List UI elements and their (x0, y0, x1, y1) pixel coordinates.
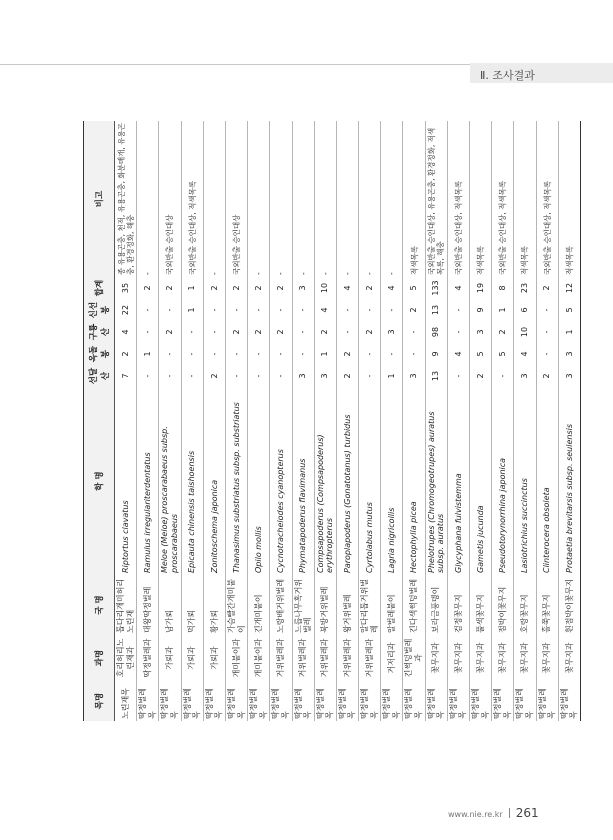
rotated-table-container (83, 121, 579, 721)
cell-site-2: - (381, 343, 403, 365)
cell-note: - (292, 121, 314, 277)
cell-note: 적색목록 (470, 121, 492, 277)
cell-site-3: 2 (314, 321, 336, 343)
table-header-row (84, 121, 115, 721)
cell-scientific-name: Protaetia brevitarsis subsp. seulensis (558, 387, 580, 575)
cell-family: 꽃무지과 (558, 635, 580, 681)
cell-site-4: - (270, 299, 292, 321)
cell-total: 5 (403, 277, 425, 299)
cell-scientific-name: Gametis jucunda (470, 387, 492, 575)
table-row (403, 121, 425, 721)
cell-site-1: 2 (336, 365, 358, 387)
col-note: 비고 (84, 121, 115, 277)
cell-site-4: - (381, 299, 403, 321)
cell-site-2: - (270, 343, 292, 365)
cell-korean-name: 알다리톱거위벌레 (359, 575, 381, 635)
footer-divider (509, 808, 510, 818)
col-site-3: 구룡산 (84, 321, 115, 343)
cell-total: 2 (536, 277, 558, 299)
cell-site-2: - (248, 343, 270, 365)
cell-site-1: - (225, 365, 247, 387)
cell-order: 딱정벌레목 (270, 681, 292, 721)
cell-total: 4 (447, 277, 469, 299)
cell-family: 긴썩덩벌레과 (403, 635, 425, 681)
cell-total: 10 (314, 277, 336, 299)
cell-scientific-name: Hectophylla picea (403, 387, 425, 575)
cell-family: 개미붙이과 (225, 635, 247, 681)
cell-site-2: - (203, 343, 225, 365)
cell-site-4: 4 (314, 299, 336, 321)
table-row (470, 121, 492, 721)
cell-family: 개미붙이과 (248, 635, 270, 681)
cell-site-1: 2 (536, 365, 558, 387)
cell-family: 거위벌레과 (359, 635, 381, 681)
cell-korean-name: 흰점박이꽃무지 (558, 575, 580, 635)
cell-site-3: 1 (558, 321, 580, 343)
cell-site-1: 13 (425, 365, 447, 387)
cell-site-3: - (181, 321, 203, 343)
table-row (536, 121, 558, 721)
cell-korean-name: 홀쭉꽃무지 (536, 575, 558, 635)
cell-site-3: - (447, 321, 469, 343)
cell-site-2: - (292, 343, 314, 365)
cell-note: - (137, 121, 159, 277)
cell-site-2: 9 (425, 343, 447, 365)
cell-total: 23 (514, 277, 536, 299)
cell-site-4: - (248, 299, 270, 321)
cell-site-4: - (359, 299, 381, 321)
cell-order: 딱정벌레목 (470, 681, 492, 721)
cell-site-3: - (403, 321, 425, 343)
cell-site-4: - (159, 299, 181, 321)
cell-site-2: - (536, 343, 558, 365)
col-korean-name: 국 명 (84, 575, 115, 635)
cell-total: 4 (336, 277, 358, 299)
cell-korean-name: 알벌레붙이 (381, 575, 403, 635)
cell-korean-name: 먹가뢰 (181, 575, 203, 635)
cell-order: 딱정벌레목 (225, 681, 247, 721)
cell-korean-name: 보라금풍뎅이 (425, 575, 447, 635)
cell-note: - (248, 121, 270, 277)
cell-korean-name: 톱다리개미허리노린재 (115, 575, 137, 635)
table-row (359, 121, 381, 721)
cell-site-4: 13 (425, 299, 447, 321)
cell-order: 딱정벌레목 (314, 681, 336, 721)
cell-korean-name: 노랑배거위벌레 (270, 575, 292, 635)
cell-total: 2 (159, 277, 181, 299)
cell-total: 2 (225, 277, 247, 299)
cell-site-3: - (292, 321, 314, 343)
cell-site-2: 3 (558, 343, 580, 365)
cell-note: 국외반출 승인대상, 적색목록 (492, 121, 514, 277)
cell-note: - (203, 121, 225, 277)
cell-scientific-name: Cycnotrachelodes cyanopterus (270, 387, 292, 575)
cell-site-4: - (225, 299, 247, 321)
cell-total: 2 (137, 277, 159, 299)
cell-korean-name: 긴개미붙이 (248, 575, 270, 635)
cell-site-3: 3 (470, 321, 492, 343)
cell-site-1: - (181, 365, 203, 387)
cell-family: 꽃무지과 (536, 635, 558, 681)
cell-note: 국외반출 승인대상, 적색목록 (536, 121, 558, 277)
cell-korean-name: 북방거위벌레 (314, 575, 336, 635)
cell-total: 4 (381, 277, 403, 299)
cell-note: 적색목록 (514, 121, 536, 277)
cell-family: 거저리과 (381, 635, 403, 681)
cell-site-1: - (359, 365, 381, 387)
cell-site-4: 1 (492, 299, 514, 321)
cell-korean-name: 점박이꽃무지 (492, 575, 514, 635)
cell-site-2: - (181, 343, 203, 365)
cell-site-3: - (137, 321, 159, 343)
cell-site-3: - (336, 321, 358, 343)
cell-site-3: 2 (248, 321, 270, 343)
cell-total: 2 (270, 277, 292, 299)
cell-family: 가뢰과 (203, 635, 225, 681)
cell-scientific-name: Riptortus clavatus (115, 387, 137, 575)
cell-note: 국외반출 승인대상, 적색목록 (181, 121, 203, 277)
cell-total: 12 (558, 277, 580, 299)
cell-scientific-name: Lasiotrichius succinctus (514, 387, 536, 575)
cell-korean-name: 풀색꽃무지 (470, 575, 492, 635)
cell-order: 딱정벌레목 (514, 681, 536, 721)
col-order: 목명 (84, 681, 115, 721)
cell-note: - (381, 121, 403, 277)
cell-family: 호리허리노린재과 (115, 635, 137, 681)
table-row (425, 121, 447, 721)
cell-korean-name: 호랑꽃무지 (514, 575, 536, 635)
cell-family: 거위벌레과 (314, 635, 336, 681)
cell-site-4: - (447, 299, 469, 321)
cell-order: 딱정벌레목 (137, 681, 159, 721)
cell-scientific-name: Phymatapoderus flavimanus (292, 387, 314, 575)
cell-site-1: 1 (381, 365, 403, 387)
cell-site-2: 4 (447, 343, 469, 365)
cell-family: 거위벌레과 (336, 635, 358, 681)
cell-site-3: 2 (159, 321, 181, 343)
cell-order: 딱정벌레목 (381, 681, 403, 721)
footer-site: www.nie.re.kr (448, 810, 503, 819)
cell-site-2: 5 (492, 343, 514, 365)
cell-site-4: 1 (181, 299, 203, 321)
cell-order: 딱정벌레목 (492, 681, 514, 721)
cell-note: - (336, 121, 358, 277)
cell-site-1: 3 (292, 365, 314, 387)
cell-site-1: 7 (115, 365, 137, 387)
cell-site-1: 3 (314, 365, 336, 387)
cell-total: 19 (470, 277, 492, 299)
col-site-1: 선달산 (84, 365, 115, 387)
species-table (83, 121, 581, 721)
col-site-2: 옥돌봉 (84, 343, 115, 365)
cell-family: 꽃무지과 (492, 635, 514, 681)
cell-note: 국외반출 승인대상, 적색목록 (447, 121, 469, 277)
cell-total: 1 (181, 277, 203, 299)
col-total: 합계 (84, 277, 115, 299)
cell-site-1: - (447, 365, 469, 387)
cell-family: 거위벌레과 (270, 635, 292, 681)
table-row (514, 121, 536, 721)
cell-order: 딱정벌레목 (248, 681, 270, 721)
cell-scientific-name: Meloe (Meloe) proscarabaeus subsp. proscarabaeus (159, 387, 181, 575)
cell-order: 딱정벌레목 (536, 681, 558, 721)
cell-total: 8 (492, 277, 514, 299)
cell-korean-name: 가슴빨간개미붙이 (225, 575, 247, 635)
cell-site-4: 5 (558, 299, 580, 321)
table-row (314, 121, 336, 721)
cell-order: 딱정벌레목 (359, 681, 381, 721)
page-footer (448, 806, 598, 820)
cell-site-4: 2 (403, 299, 425, 321)
cell-site-1: - (159, 365, 181, 387)
cell-korean-name: 검정꽃무지 (447, 575, 469, 635)
cell-scientific-name: Opilo mollis (248, 387, 270, 575)
table-row (558, 121, 580, 721)
cell-site-4: 22 (115, 299, 137, 321)
cell-family: 가뢰과 (159, 635, 181, 681)
cell-korean-name: 남가뢰 (159, 575, 181, 635)
cell-site-4: - (292, 299, 314, 321)
cell-note: - (359, 121, 381, 277)
cell-site-1: 3 (403, 365, 425, 387)
cell-total: 2 (203, 277, 225, 299)
cell-site-2: 5 (470, 343, 492, 365)
cell-korean-name: 황가뢰 (203, 575, 225, 635)
cell-site-2: 2 (115, 343, 137, 365)
cell-site-4: 6 (514, 299, 536, 321)
cell-site-4: - (336, 299, 358, 321)
cell-site-4: - (203, 299, 225, 321)
cell-order: 딱정벌레목 (336, 681, 358, 721)
cell-site-2: 1 (314, 343, 336, 365)
cell-site-2: - (403, 343, 425, 365)
cell-scientific-name: Compsapoderus (Compsapoderus) erythropterus (314, 387, 336, 575)
table-row (381, 121, 403, 721)
cell-family: 거위벌레과 (292, 635, 314, 681)
cell-site-4: 9 (470, 299, 492, 321)
table-body (115, 121, 581, 721)
cell-order: 딱정벌레목 (403, 681, 425, 721)
cell-site-2: - (359, 343, 381, 365)
cell-order: 노린재목 (115, 681, 137, 721)
cell-site-4: - (536, 299, 558, 321)
cell-site-2: - (225, 343, 247, 365)
cell-scientific-name: Glycyphana fulvistemma (447, 387, 469, 575)
cell-korean-name: 대왕딱정벌레 (137, 575, 159, 635)
cell-site-3: - (203, 321, 225, 343)
cell-scientific-name: Zonitoschema japonica (203, 387, 225, 575)
cell-scientific-name: Ramulus irregulariterdentatus (137, 387, 159, 575)
cell-scientific-name: Clinterocera obsoleta (536, 387, 558, 575)
cell-site-3: 2 (492, 321, 514, 343)
cell-site-3: - (536, 321, 558, 343)
cell-order: 딱정벌레목 (203, 681, 225, 721)
cell-note: 적색목록 (403, 121, 425, 277)
cell-total: 2 (359, 277, 381, 299)
cell-note: 적색목록 (558, 121, 580, 277)
col-site-4: 신선봉 (84, 299, 115, 321)
cell-site-1: 3 (558, 365, 580, 387)
cell-site-1: - (270, 365, 292, 387)
cell-site-3: 2 (359, 321, 381, 343)
cell-site-4: - (137, 299, 159, 321)
table-row (270, 121, 292, 721)
cell-site-1: 3 (514, 365, 536, 387)
cell-site-1: 2 (470, 365, 492, 387)
cell-site-1: - (248, 365, 270, 387)
cell-note: 국외반출 승인대상 (225, 121, 247, 277)
cell-site-3: 2 (225, 321, 247, 343)
cell-site-2: 2 (336, 343, 358, 365)
cell-scientific-name: Phelotrupes (Chromogeotrupes) auratus subsp. auratus (425, 387, 447, 575)
cell-note: 국외반출 승인대상 (159, 121, 181, 277)
cell-site-1: - (492, 365, 514, 387)
cell-site-1: 2 (203, 365, 225, 387)
cell-scientific-name: Paroplapoderus (Gonatotanus) turbidus (336, 387, 358, 575)
cell-order: 딱정벌레목 (159, 681, 181, 721)
table-row (336, 121, 358, 721)
cell-order: 딱정벌레목 (425, 681, 447, 721)
col-scientific-name: 학 명 (84, 387, 115, 575)
cell-order: 딱정벌레목 (447, 681, 469, 721)
cell-korean-name: 왕거위벌레 (336, 575, 358, 635)
cell-note: 종 유용곤충, 천적, 유용곤충, 화분매개, 유용곤충, 환경정화, 해충 (115, 121, 137, 277)
cell-family: 꽃무지과 (425, 635, 447, 681)
col-family: 과명 (84, 635, 115, 681)
cell-note: - (270, 121, 292, 277)
cell-order: 딱정벌레목 (181, 681, 203, 721)
cell-family: 꽃무지과 (514, 635, 536, 681)
cell-total: 35 (115, 277, 137, 299)
table-row (492, 121, 514, 721)
table-row (181, 121, 203, 721)
cell-site-3: 4 (115, 321, 137, 343)
chapter-label: Ⅱ. 조사결과 (480, 69, 535, 82)
cell-total: 3 (292, 277, 314, 299)
cell-note: 국외반출 승인대상, 유용곤충, 환경정화, 적색목록, 해충 (425, 121, 447, 277)
cell-family: 꽃무지과 (470, 635, 492, 681)
page-number: 261 (515, 806, 539, 820)
cell-total: 133 (425, 277, 447, 299)
table-row (292, 121, 314, 721)
cell-scientific-name: Thanasimus substriatus subsp. substriatus (225, 387, 247, 575)
cell-family: 꽃무지과 (447, 635, 469, 681)
cell-site-3: 10 (514, 321, 536, 343)
table-row (225, 121, 247, 721)
cell-family: 가뢰과 (181, 635, 203, 681)
cell-scientific-name: Epicauta chinensis taishoensis (181, 387, 203, 575)
cell-scientific-name: Cyrtolabus mutus (359, 387, 381, 575)
cell-korean-name: 느릅나무혹거위벌레 (292, 575, 314, 635)
cell-family: 딱정벌레과 (137, 635, 159, 681)
cell-site-3: 2 (270, 321, 292, 343)
table-row (447, 121, 469, 721)
table-row (159, 121, 181, 721)
cell-site-2: 1 (137, 343, 159, 365)
table-row (137, 121, 159, 721)
table-row (203, 121, 225, 721)
cell-scientific-name: Lagria nigricollis (381, 387, 403, 575)
cell-site-1: - (137, 365, 159, 387)
cell-site-2: 4 (514, 343, 536, 365)
table-row (115, 121, 137, 721)
cell-site-2: - (159, 343, 181, 365)
cell-site-3: 98 (425, 321, 447, 343)
cell-order: 딱정벌레목 (558, 681, 580, 721)
cell-note: - (314, 121, 336, 277)
table-row (248, 121, 270, 721)
cell-order: 딱정벌레목 (292, 681, 314, 721)
cell-total: 2 (248, 277, 270, 299)
cell-scientific-name: Pseudotorynorrhina japonica (492, 387, 514, 575)
cell-korean-name: 긴다색썩덩벌레 (403, 575, 425, 635)
cell-site-3: 3 (381, 321, 403, 343)
